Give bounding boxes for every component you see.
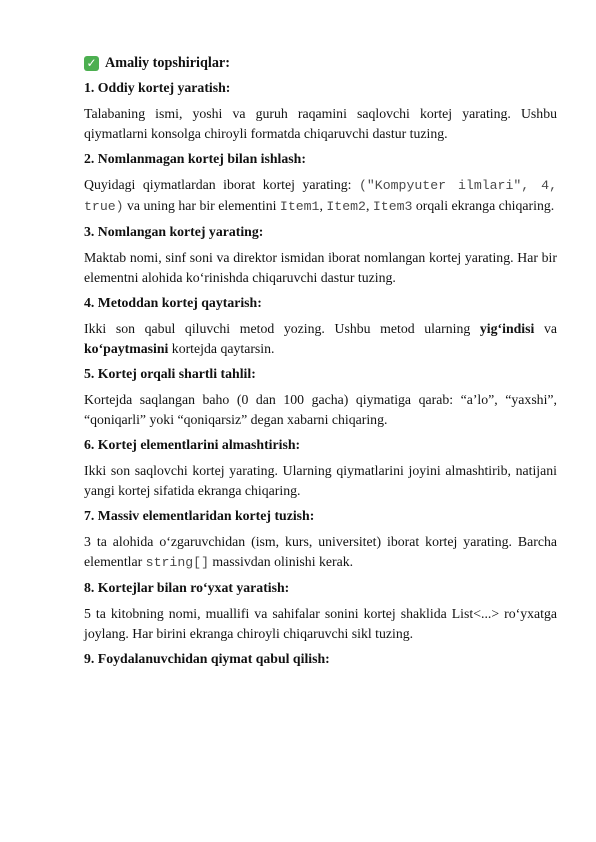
task-9	[84, 650, 557, 668]
text-segment: ,	[365, 197, 373, 213]
text-segment: va uning har bir elementini	[123, 197, 280, 213]
task-body: Maktab nomi, sinf soni va direktor ismidan iborat nomlangan kortej yarating. Har bir elementni alohida ko‘rinishda chiqaruvchi dastur tuzing.	[84, 250, 557, 285]
task-body	[84, 319, 557, 358]
check-mark-icon: ✓	[84, 56, 99, 71]
task-8	[84, 579, 557, 643]
text-segment: 3 ta alohida o‘zgaruvchidan (ism, kurs, universitet) iborat kortej yarating. Barcha elementlar	[84, 534, 557, 569]
section-title	[84, 54, 557, 72]
task-1	[84, 79, 557, 143]
task-heading: 3. Nomlangan kortej yarating:	[84, 224, 264, 239]
task-body: Ikki son saqlovchi kortej yarating. Ularning qiymatlarini joyini almashtirib, natijani yangi kortej sifatida ekranga chiqaring.	[84, 463, 557, 498]
inline-code: Item1	[279, 198, 320, 214]
inline-code: Item3	[372, 198, 413, 214]
section-title-text: Amaliy topshiriqlar:	[105, 55, 230, 71]
text-segment: Ikki son qabul qiluvchi metod yozing. Ushbu metod ularning	[84, 321, 480, 336]
task-body: Talabaning ismi, yoshi va guruh raqamini saqlovchi kortej yarating. Ushbu qiymatlarni konsolga chiroyli formatda chiqaruvchi dastur tuzing.	[84, 106, 557, 141]
text-segment: Quyidagi qiymatlardan iborat kortej yarating:	[84, 177, 359, 192]
inline-code: Item2	[326, 198, 366, 214]
task-heading: 9. Foydalanuvchidan qiymat qabul qilish:	[84, 651, 330, 666]
task-body	[84, 175, 557, 216]
bold-term: yig‘indisi	[479, 321, 535, 336]
task-heading: 2. Nomlanmagan kortej bilan ishlash:	[84, 151, 306, 166]
task-5	[84, 365, 557, 429]
task-heading: 6. Kortej elementlarini almashtirish:	[84, 437, 301, 452]
task-heading: 7. Massiv elementlaridan kortej tuzish:	[84, 508, 315, 523]
task-4	[84, 294, 557, 358]
task-heading: 5. Kortej orqali shartli tahlil:	[84, 366, 256, 381]
task-heading: 8. Kortejlar bilan ro‘yxat yaratish:	[84, 580, 290, 595]
task-heading: 4. Metoddan kortej qaytarish:	[84, 295, 262, 310]
task-body: 5 ta kitobning nomi, muallifi va sahifalar sonini kortej shaklida List<...> ro‘yxatga joylang. Har birini ekranga chiroyli chiqaruvchi sikl tuzing.	[84, 606, 557, 641]
inline-code: ("Kompyuter ilmlari", 4, true)	[84, 178, 557, 214]
document-page	[84, 54, 557, 675]
bold-term: ko‘paytmasini	[84, 340, 169, 356]
task-3	[84, 223, 557, 287]
task-2	[84, 150, 557, 216]
task-7	[84, 507, 557, 572]
task-body	[84, 532, 557, 572]
text-segment: va	[534, 321, 557, 336]
text-segment: kortejda qaytarsin.	[168, 340, 275, 356]
inline-code: string[]	[145, 554, 209, 570]
text-segment: massivdan olinishi kerak.	[208, 553, 354, 569]
text-segment: orqali ekranga chiqaring.	[412, 197, 555, 213]
task-heading: 1. Oddiy kortej yaratish:	[84, 80, 231, 95]
text-segment: ,	[319, 197, 327, 213]
task-6	[84, 436, 557, 500]
task-body: Kortejda saqlangan baho (0 dan 100 gacha) qiymatiga qarab: “a’lo”, “yaxshi”, “qoniqarli” yoki “qoniqarsiz” degan xabarni chiqaring.	[84, 392, 557, 427]
